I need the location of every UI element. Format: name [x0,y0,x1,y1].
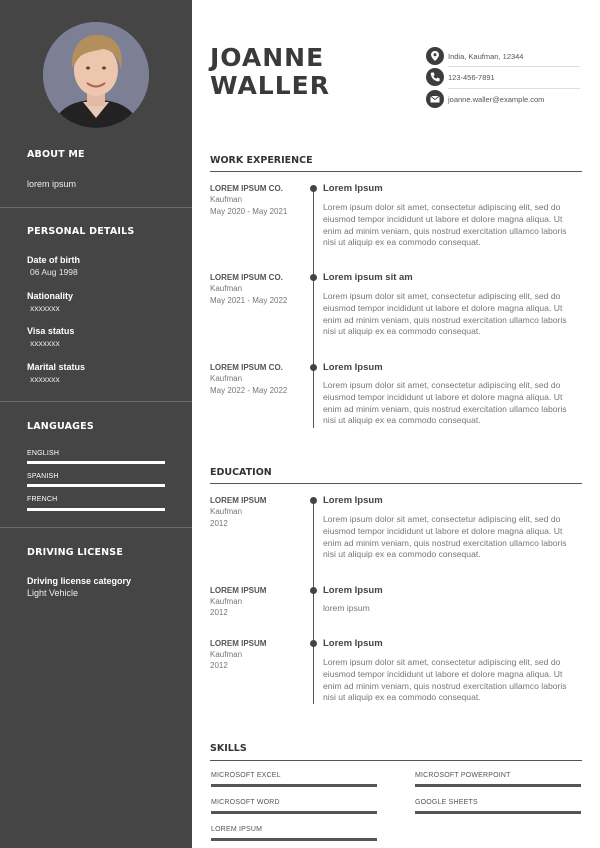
sidebar [0,0,192,848]
last-name: WALLER [210,71,330,100]
work-title: Lorem Ipsum [323,183,383,194]
skill-level-bar [415,811,581,814]
work-company: LOREM IPSUM CO. [210,363,283,372]
nationality-label: Nationality [27,291,74,301]
education-description: lorem ipsum [323,603,370,613]
marital-label: Marital status [27,362,86,372]
skill-name: LOREM IPSUM [211,826,263,833]
visa-value: xxxxxxx [30,338,60,348]
skill-name: GOOGLE SHEETS [415,799,478,806]
work-dates: May 2022 - May 2022 [210,386,288,395]
work-location: Kaufman [210,374,243,383]
education-year: 2012 [210,661,228,670]
skill-name: MICROSOFT WORD [211,799,280,806]
education-school: LOREM IPSUM [210,639,267,648]
work-title: Lorem ipsum sit am [323,272,413,283]
work-dates: May 2021 - May 2022 [210,296,288,305]
language-name: FRENCH [27,496,58,503]
work-company: LOREM IPSUM CO. [210,273,283,282]
education-year: 2012 [210,519,228,528]
first-name: JOANNE [210,43,325,72]
education-location: Kaufman [210,597,243,606]
education-heading: EDUCATION [210,467,272,478]
driving-value: Light Vehicle [27,588,79,598]
section-rule [210,483,582,484]
marital-value: xxxxxxx [30,374,60,384]
work-experience-heading: WORK EXPERIENCE [210,155,313,166]
timeline-dot [310,640,317,647]
education-location: Kaufman [210,507,243,516]
email-text[interactable]: joanne.waller@example.com [448,95,545,104]
skill-name: MICROSOFT POWERPOINT [415,772,511,779]
work-company: LOREM IPSUM CO. [210,184,283,193]
language-name: SPANISH [27,473,59,480]
skill-level-bar [211,838,377,841]
sidebar-divider [0,401,192,402]
profile-photo [43,22,149,128]
contact-divider [448,66,580,67]
driving-label: Driving license category [27,576,132,586]
languages-heading: LANGUAGES [27,421,94,432]
language-name: ENGLISH [27,450,60,457]
timeline-dot [310,185,317,192]
timeline-line [313,500,314,704]
skill-name: MICROSOFT EXCEL [211,772,281,779]
about-heading: ABOUT ME [27,149,85,160]
timeline-dot [310,274,317,281]
work-title: Lorem Ipsum [323,362,383,373]
education-location: Kaufman [210,650,243,659]
section-rule [210,760,582,761]
skill-level-bar [211,811,377,814]
phone-icon [426,68,444,86]
address-text: India, Kaufman, 12344 [448,52,524,61]
sidebar-divider [0,207,192,208]
dob-label: Date of birth [27,255,80,265]
visa-label: Visa status [27,326,75,336]
skill-level-bar [415,784,581,787]
about-text: lorem ipsum [27,179,77,189]
driving-license-heading: DRIVING LICENSE [27,547,124,558]
work-location: Kaufman [210,284,243,293]
education-year: 2012 [210,608,228,617]
education-title: Lorem Ipsum [323,638,383,649]
education-school: LOREM IPSUM [210,586,267,595]
personal-details-heading: PERSONAL DETAILS [27,226,135,237]
phone-text: 123-456-7891 [448,73,495,82]
timeline-dot [310,497,317,504]
work-description: Lorem ipsum dolor sit amet, consectetur adipiscing elit, sed do eiusmod tempor incididunt ut labore et dolore magna aliqua. Ut enim ad minim veniam, quis nostrud exercitation ullamco laboris nisi ut aliquip ex ea commodo consequat. [323,291,567,337]
education-school: LOREM IPSUM [210,496,267,505]
education-description: Lorem ipsum dolor sit amet, consectetur adipiscing elit, sed do eiusmod tempor incididunt ut labore et dolore magna aliqua. Ut enim ad minim veniam, quis nostrud exercitation ullamco laboris nisi ut aliquip ex ea commodo consequat. [323,514,567,560]
work-dates: May 2020 - May 2021 [210,207,288,216]
education-description: Lorem ipsum dolor sit amet, consectetur adipiscing elit, sed do eiusmod tempor incididunt ut labore et dolore magna aliqua. Ut enim ad minim veniam, quis nostrud exercitation ullamco laboris nisi ut aliquip ex ea commodo consequat. [323,657,567,703]
work-description: Lorem ipsum dolor sit amet, consectetur adipiscing elit, sed do eiusmod tempor incididunt ut labore et dolore magna aliqua. Ut enim ad minim veniam, quis nostrud exercitation ullamco laboris nisi ut aliquip ex ea commodo consequat. [323,202,567,248]
sidebar-divider [0,527,192,528]
language-level-bar [27,508,165,511]
education-title: Lorem Ipsum [323,585,383,596]
dob-value: 06 Aug 1998 [30,267,78,277]
work-location: Kaufman [210,195,243,204]
timeline-dot [310,587,317,594]
language-level-bar [27,484,165,487]
skill-level-bar [211,784,377,787]
section-rule [210,171,582,172]
contact-divider [448,88,580,89]
timeline-dot [310,364,317,371]
language-level-bar [27,461,165,464]
work-description: Lorem ipsum dolor sit amet, consectetur adipiscing elit, sed do eiusmod tempor incididunt ut labore et dolore magna aliqua. Ut enim ad minim veniam, quis nostrud exercitation ullamco laboris nisi ut aliquip ex ea commodo consequat. [323,380,567,426]
education-title: Lorem Ipsum [323,495,383,506]
timeline-line [313,188,314,428]
nationality-value: xxxxxxx [30,303,60,313]
skills-heading: SKILLS [210,743,247,754]
envelope-icon [426,90,444,108]
location-pin-icon [426,47,444,65]
